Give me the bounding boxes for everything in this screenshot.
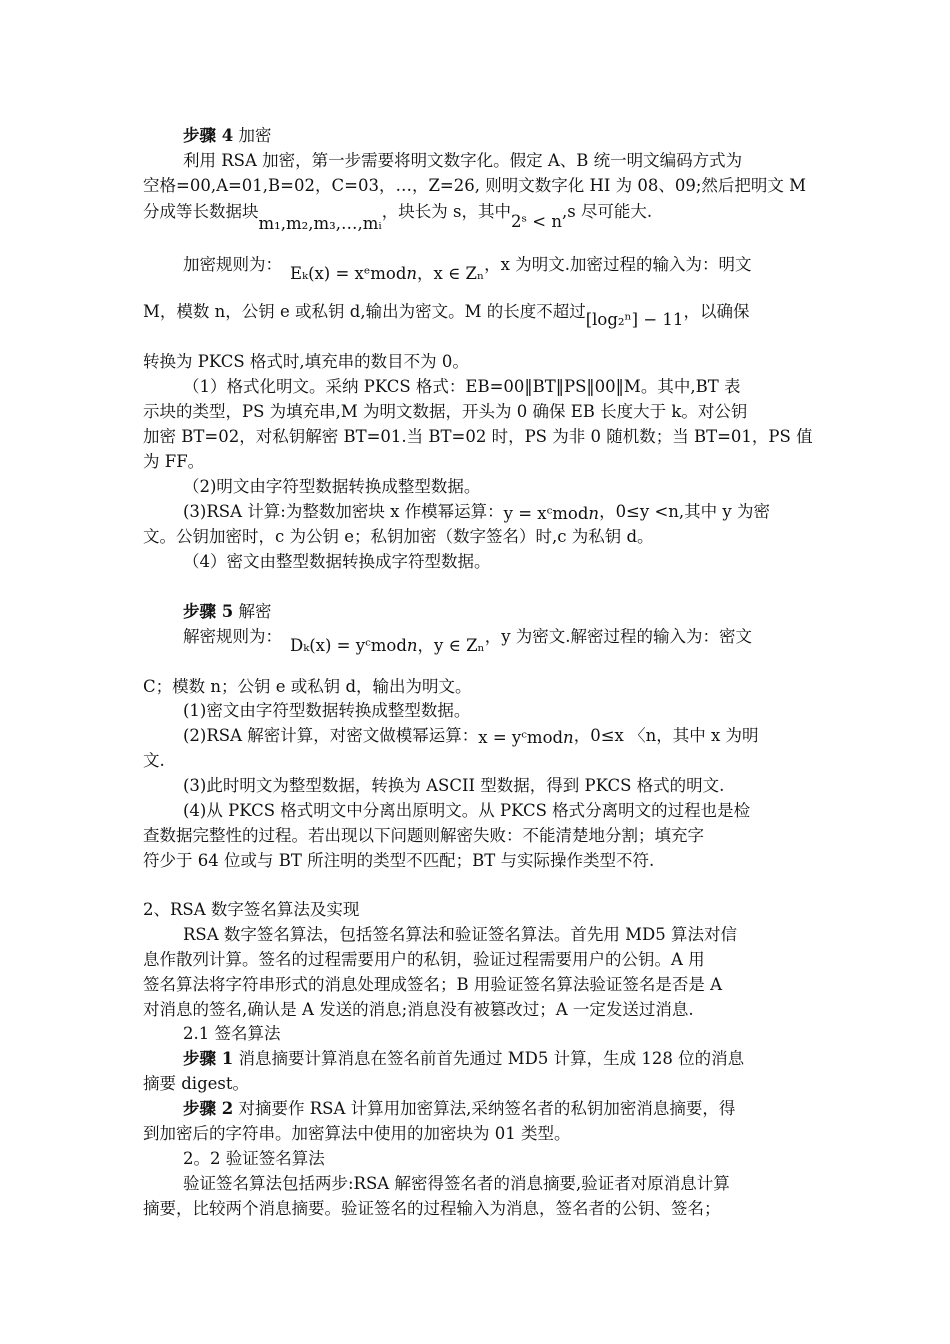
text-fragment: ，0≤y <n,其中 y 为密 <box>599 502 770 521</box>
formula-domain: x ∈ Zₙ <box>433 264 485 283</box>
text-fragment: 对摘要作 RSA 计算用加密算法,采纳签名者的私钥加密消息摘要，得 <box>238 1099 736 1118</box>
paragraph-line <box>183 1047 744 1071</box>
subsection-title: 2。2 验证签名算法 <box>183 1149 325 1168</box>
step4-heading-label: 步骤 4 <box>183 126 234 145</box>
paragraph-line <box>143 200 653 233</box>
paragraph-line: 摘要，比较两个消息摘要。验证签名的过程输入为消息，签名者的公钥、签名； <box>143 1199 721 1218</box>
formula-encrypt: Eₖ(x) = xᵉmod𝑛 <box>290 264 418 283</box>
paragraph-line: 示块的类型，PS 为填充串,M 为明文数据，开头为 0 确保 EB 长度大于 k。对公钥 <box>143 402 748 421</box>
paragraph-line: （2)明文由字符型数据转换成整型数据。 <box>183 477 481 496</box>
paragraph-line <box>183 253 752 283</box>
paragraph-line: 空格=00,A=01,B=02，C=03，…，Z=26, 则明文数字化 HI 为 08、09;然后把明文 M <box>143 176 807 195</box>
paragraph-line: 转换为 PKCS 格式时,填充串的数目不为 0。 <box>143 352 469 371</box>
formula-decrypt: Dₖ(x) = yᶜmod𝑛 <box>290 636 418 655</box>
paragraph-line: 摘要 digest。 <box>143 1074 250 1093</box>
paragraph-line: 息作散列计算。签名的过程需要用户的私钥，验证过程需要用户的公钥。A 用 <box>143 950 705 969</box>
step4-heading-text: 加密 <box>238 126 272 145</box>
paragraph-line: 到加密后的字符串。加密算法中使用的加密块为 01 类型。 <box>143 1124 571 1143</box>
paragraph-line <box>183 500 770 524</box>
paragraph-line: 签名算法将字符串形式的消息处理成签名；B 用验证签名算法验证签名是否是 A <box>143 975 723 994</box>
paragraph-line: 验证签名算法包括两步:RSA 解密得签名者的消息摘要,验证者对原消息计算 <box>183 1174 730 1193</box>
text-fragment: ,s 尽可能大. <box>561 202 653 221</box>
paragraph-line: 文. <box>143 751 165 770</box>
paragraph-line: （4）密文由整型数据转换成字符型数据。 <box>183 552 491 571</box>
paragraph-line <box>183 625 752 655</box>
text-fragment: ，x 为明文.加密过程的输入为：明文 <box>484 255 752 274</box>
paragraph-line <box>143 300 750 329</box>
text-fragment: ，以确保 <box>683 302 750 321</box>
paragraph-line: (3)此时明文为整型数据，转换为 ASCII 型数据，得到 PKCS 格式的明文. <box>183 776 725 795</box>
formula-rsa-decrypt: x = yᶜmod𝑛 <box>478 728 574 747</box>
text-fragment: ， <box>417 264 434 283</box>
step4-heading <box>183 124 271 148</box>
text-fragment: ，y 为密文.解密过程的输入为：密文 <box>484 627 752 646</box>
paragraph-line: 符少于 64 位或与 BT 所注明的类型不匹配；BT 与实际操作类型不符. <box>143 851 655 870</box>
paragraph-line <box>183 1097 735 1121</box>
paragraph-line: （1）格式化明文。采纳 PKCS 格式：EB=00‖BT‖PS‖00‖M。其中,BT 表 <box>183 377 741 396</box>
text-fragment: 消息摘要计算消息在签名前首先通过 MD5 计算，生成 128 位的消息 <box>238 1049 745 1068</box>
paragraph-line: C；模数 n；公钥 e 或私钥 d，输出为明文。 <box>143 677 472 696</box>
paragraph-line: 利用 RSA 加密，第一步需要将明文数字化。假定 A、B 统一明文编码方式为 <box>183 151 743 170</box>
text-fragment: ，0≤x 〈n，其中 x 为明 <box>573 726 759 745</box>
text-fragment: (3)RSA 计算:为整数加密块 x 作模幂运算： <box>183 502 504 521</box>
text-fragment: 解密规则为： <box>183 627 282 646</box>
formula-length: [log₂ⁿ] − 11 <box>585 310 684 329</box>
formula-rsa-encrypt: y = xᶜmod𝑛 <box>503 504 600 523</box>
formula-domain: y ∈ Zₙ <box>434 636 485 655</box>
text-fragment: ，块长为 s，其中 <box>381 202 511 221</box>
paragraph-line: (4)从 PKCS 格式明文中分离出原明文。从 PKCS 格式分离明文的过程也是检 <box>183 801 751 820</box>
paragraph-line: 文。公钥加密时，c 为公钥 e；私钥加密（数字签名）时,c 为私钥 d。 <box>143 527 654 546</box>
text-fragment: 加密规则为： <box>183 255 282 274</box>
text-fragment: ， <box>417 636 435 655</box>
section-title: 2、RSA 数字签名算法及实现 <box>143 900 360 919</box>
step5-heading-label: 步骤 5 <box>183 602 234 621</box>
paragraph-line: 查数据完整性的过程。若出现以下问题则解密失败：不能清楚地分割；填充字 <box>143 826 704 845</box>
step5-heading <box>183 600 271 624</box>
paragraph-line: (1)密文由字符型数据转换成整型数据。 <box>183 701 471 720</box>
paragraph-line: 为 FF。 <box>143 452 205 471</box>
text-fragment: (2)RSA 解密计算，对密文做模幂运算： <box>183 726 479 745</box>
step1-label: 步骤 1 <box>183 1049 234 1068</box>
step5-heading-text: 解密 <box>238 602 272 621</box>
paragraph-line <box>183 724 759 748</box>
step2-label: 步骤 2 <box>183 1099 234 1118</box>
formula-condition: 2ˢ < n <box>510 212 562 231</box>
paragraph-line: 加密 BT=02，对私钥解密 BT=01.当 BT=02 时，PS 为非 0 随机数；当 BT=01，PS 值 <box>143 427 813 446</box>
paragraph-line: RSA 数字签名算法，包括签名算法和验证签名算法。首先用 MD5 算法对信 <box>183 925 737 944</box>
formula-blocks: m₁,m₂,m₃,…,mᵢ <box>258 214 382 233</box>
text-fragment: 分成等长数据块 <box>143 202 259 221</box>
subsection-title: 2.1 签名算法 <box>183 1024 281 1043</box>
text-fragment: M，模数 n，公钥 e 或私钥 d,输出为密文。M 的长度不超过 <box>143 302 586 321</box>
paragraph-line: 对消息的签名,确认是 A 发送的消息;消息没有被篡改过；A 一定发送过消息. <box>143 1000 694 1019</box>
